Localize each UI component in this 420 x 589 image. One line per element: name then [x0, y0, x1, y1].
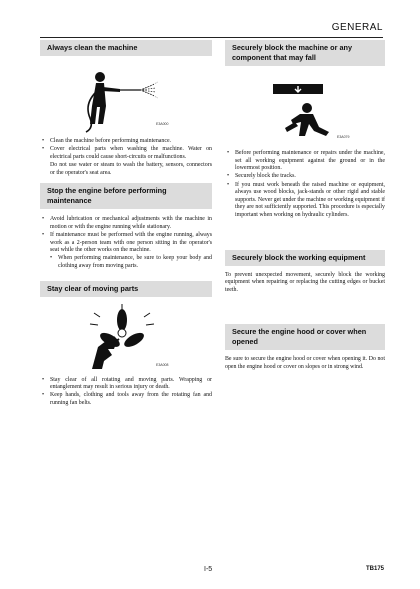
- section-title-stop: Stop the engine before performing maintenance: [40, 183, 212, 209]
- figure-code: E3A079: [337, 135, 350, 139]
- section-title-working: Securely block the working equipment: [225, 250, 385, 266]
- list-item: • If you must work beneath the raised machine or equipment, always use wood blocks, jack-stands or other rigid and stable supports. Never get under the machine or working equipment if they are not sufficiently supported. This procedure is especially important when working on hydraulic cylinders.: [235, 182, 385, 220]
- list-item: Do not use water or steam to wash the battery, sensors, connectors or the operator's seat area.: [50, 161, 212, 176]
- crush-hazard-icon: [225, 72, 385, 146]
- list-item: • If maintenance must be performed with the engine running, always work as a 2-person team with one person sitting in the operator's seat while the other works on the machine.: [50, 232, 212, 255]
- washing-illustration: [40, 62, 212, 134]
- page-header: [40, 22, 383, 36]
- washing-person-icon: [40, 62, 212, 134]
- list-item: • Before performing maintenance or repairs under the machine, set all working equipment against the ground or in the lowermost position.: [235, 150, 385, 173]
- section-clean-machine: [40, 40, 212, 177]
- section-block-working-equipment: [225, 250, 385, 295]
- list-item: • When performing maintenance, be sure to keep your body and clothing away from moving parts.: [58, 255, 212, 270]
- page-header-title: GENERAL: [331, 22, 383, 33]
- figure-code: E3A000: [156, 122, 169, 126]
- fan-hazard-illustration: [40, 303, 212, 373]
- section-stop-engine: [40, 183, 212, 270]
- list-item: • Cover electrical parts when washing the machine. Water on electrical parts could cause short-circuits or malfunctions.: [50, 146, 212, 161]
- clean-list: [40, 138, 212, 177]
- working-text: To prevent unexpected movement, securely block the working equipment when repairing or replacing the cutting edges or bucket teeth.: [225, 271, 385, 293]
- section-moving-parts: [40, 281, 212, 408]
- list-item: • Clean the machine before performing maintenance.: [50, 138, 212, 146]
- list-item: • Securely block the tracks.: [235, 173, 385, 181]
- page-number: I-5: [204, 566, 213, 573]
- section-title-moving: Stay clear of moving parts: [40, 281, 212, 297]
- right-column: [225, 40, 385, 372]
- figure-code: E3A008: [156, 362, 169, 367]
- header-rule: [40, 37, 383, 38]
- list-item: • Avoid lubrication or mechanical adjustments with the machine in motion or with the engine running while stationary.: [50, 216, 212, 231]
- hood-text: Be sure to secure the engine hood or cover when opening it. Do not open the engine hood or cover on slopes or in strong wind.: [225, 356, 385, 370]
- section-secure-hood: [225, 324, 385, 371]
- stop-list: [40, 216, 212, 270]
- moving-list: [40, 377, 212, 408]
- section-title-block: Securely block the machine or any component that may fall: [225, 40, 385, 66]
- fan-hand-icon: [40, 303, 212, 373]
- falling-object-illustration: [225, 72, 385, 146]
- block-list: [225, 150, 385, 220]
- section-block-machine: [225, 40, 385, 220]
- left-column: [40, 40, 212, 408]
- section-title-hood: Secure the engine hood or cover when opened: [225, 324, 385, 350]
- section-title-clean: Always clean the machine: [40, 40, 212, 56]
- model-name: TB175: [365, 566, 384, 572]
- list-item: • Keep hands, clothing and tools away from the rotating fan and running fan belts.: [50, 392, 212, 407]
- list-item: • Stay clear of all rotating and moving parts. Wrapping or entanglement may result in serious injury or death.: [50, 377, 212, 392]
